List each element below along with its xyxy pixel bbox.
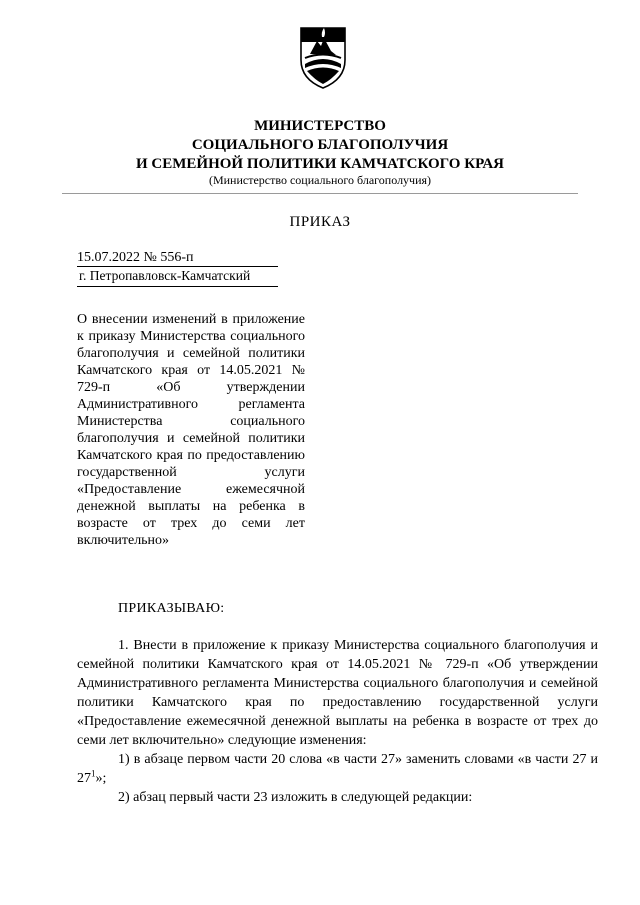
decree-word: ПРИКАЗЫВАЮ:	[118, 601, 225, 616]
ministry-short-name: (Министерство социального благополучия)	[208, 173, 432, 187]
paragraph-2-superscript: 1	[91, 768, 96, 779]
date-underline	[77, 266, 278, 267]
order-date-number: 15.07.2022 № 556-п	[77, 250, 194, 265]
kamchatka-emblem-icon	[297, 24, 349, 90]
order-body	[77, 636, 598, 807]
city-underline	[77, 286, 278, 287]
order-city: г. Петропавловск-Камчатский	[79, 268, 251, 283]
paragraph-2-text: 1) в абзаце первом части 20 слова «в части 27» заменить словами «в части 27 и 27	[77, 752, 598, 786]
order-subject: О внесении изменений в приложение к приказу Министерства социального благополучия и семейной политики Камчатского края от 14.05.2021 № 729-п «Об утверждении Административного регламента Министерства социального благополучия и семейной политики Камчатского края по предоставлению государственной услуги «Предоставление ежемесячной денежной выплаты на ребенка в возрасте от трех до семи лет включительно»	[77, 312, 305, 548]
paragraph-2-end: »;	[95, 771, 107, 786]
paragraph-3: 2) абзац первый части 23 изложить в следующей редакции:	[118, 790, 473, 805]
paragraph-1: 1. Внести в приложение к приказу Министерства социального благополучия и семейной политики Камчатского края от 14.05.2021 № 729-п «Об утверждении Административного регламента Министерства социального благополучия и семейной политики Камчатского края по предоставлению государственной услуги «Предоставление ежемесячной денежной выплаты на ребенка в возрасте от трех до семи лет включительно» следующие изменения:	[77, 638, 598, 748]
header-divider	[62, 193, 578, 194]
ministry-title-line-1: МИНИСТЕРСТВО	[254, 118, 386, 134]
ministry-title-line-2: СОЦИАЛЬНОГО БЛАГОПОЛУЧИЯ	[191, 137, 449, 153]
order-title: ПРИКАЗ	[289, 214, 351, 230]
ministry-title-line-3: И СЕМЕЙНОЙ ПОЛИТИКИ КАМЧАТСКОГО КРАЯ	[135, 156, 504, 172]
paragraph-2	[77, 750, 598, 788]
